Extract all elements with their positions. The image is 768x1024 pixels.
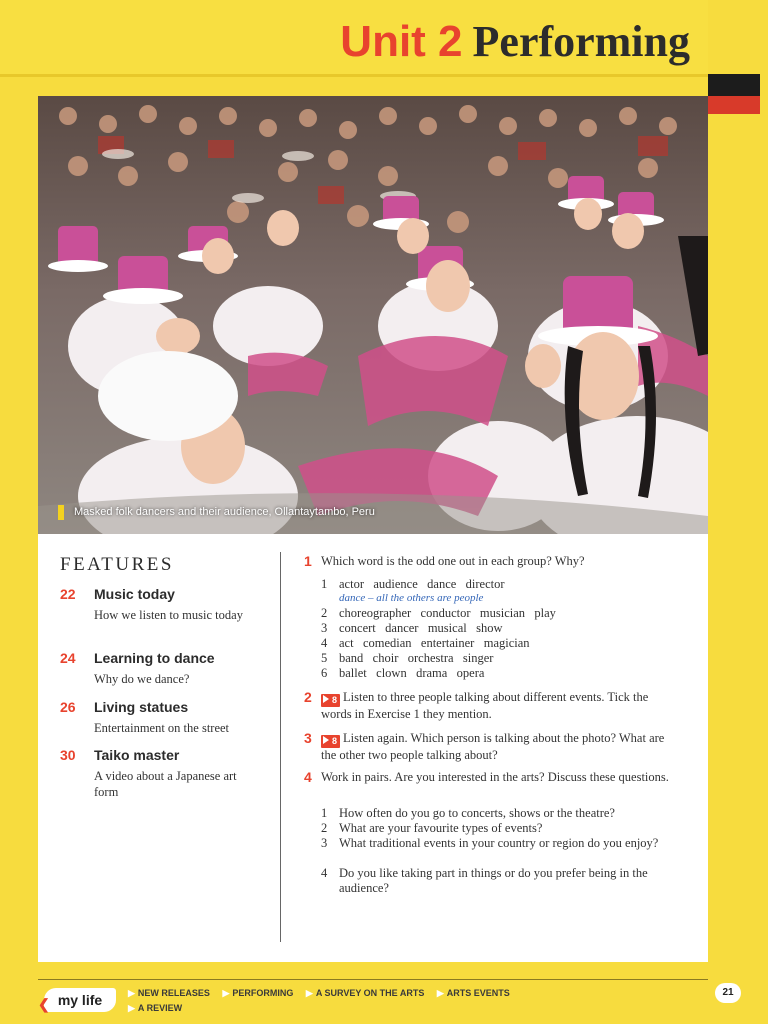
item-text: act comedian entertainer magician (339, 636, 530, 650)
audio-track-button[interactable] (321, 694, 340, 707)
play-icon (323, 736, 329, 744)
item-text: Do you like taking part in things or do you prefer being in the audience? (339, 866, 648, 895)
nav-label: A SURVEY ON THE ARTS (315, 988, 425, 998)
exercise-instruction: Work in pairs. Are you interested in the arts? Discuss these questions. (321, 770, 669, 784)
feature-description: Why do we dance? (94, 672, 190, 686)
item-number: 5 (321, 651, 328, 665)
play-icon (323, 695, 329, 703)
arrow-right-icon: ▶ (222, 988, 230, 998)
content-panel (38, 534, 708, 962)
column-divider (280, 552, 281, 942)
feature-taiko-master[interactable] (60, 747, 280, 797)
exercise-instruction (321, 731, 681, 763)
photo-caption: Masked folk dancers and their audience, Ollantaytambo, Peru (58, 505, 375, 520)
feature-title: Music today (94, 586, 175, 602)
track-number: 8 (332, 736, 338, 746)
item-text: actor audience dance director (339, 577, 505, 591)
item-text: How often do you go to concerts, shows or the theatre? (339, 806, 615, 820)
feature-description: How we listen to music today (94, 608, 243, 622)
item-number: 1 (321, 577, 328, 591)
feature-title: Living statues (94, 699, 189, 715)
audio-track-button[interactable] (321, 735, 340, 748)
nav-label: A REVIEW (137, 1003, 183, 1013)
item-text: concert dancer musical show (339, 621, 503, 635)
feature-page-number: 30 (60, 747, 76, 763)
arrow-right-icon: ▶ (128, 988, 135, 998)
arrow-right-icon: ▶ (436, 988, 444, 998)
page-number: 21 (715, 983, 741, 1003)
exercise-number: 1 (304, 553, 312, 569)
item-text: choreographer conductor musician play (339, 606, 556, 620)
footer-nav-performing[interactable] (222, 988, 293, 998)
exercise-instruction (321, 690, 681, 722)
corner-tab-red (708, 96, 760, 114)
my-life-logo (38, 988, 116, 1012)
item-number: 2 (321, 821, 328, 835)
feature-title: Taiko master (94, 747, 180, 763)
features-heading: FEATURES (60, 554, 174, 575)
feature-page-number: 26 (60, 699, 76, 715)
feature-music-today[interactable] (60, 586, 280, 636)
instruction-text: Listen to three people talking about different events. Tick the words in Exercise 1 they mention. (321, 690, 649, 721)
footer-nav-review[interactable] (128, 1003, 182, 1013)
header-rule (0, 74, 708, 77)
example-answer: dance – all the others are people (339, 592, 484, 604)
track-number: 8 (332, 695, 338, 705)
item-number: 4 (321, 866, 328, 880)
exercise-number: 2 (304, 689, 312, 705)
item-number: 4 (321, 636, 328, 650)
feature-page-number: 24 (60, 650, 76, 666)
footer-nav-row-2 (128, 1003, 192, 1014)
item-number: 2 (321, 606, 328, 620)
cover-photo (38, 96, 708, 534)
feature-page-number: 22 (60, 586, 76, 602)
item-text: What traditional events in your country or region do you enjoy? (339, 836, 659, 850)
dancers-photo-illustration (38, 96, 708, 534)
footer-nav-arts-events[interactable] (437, 988, 510, 998)
footer-nav-row-1 (128, 988, 520, 999)
footer-nav-new-releases[interactable] (128, 988, 210, 998)
item-text: band choir orchestra singer (339, 651, 494, 665)
nav-label: PERFORMING (232, 988, 294, 998)
swoosh-icon: ❮ (38, 996, 50, 1012)
feature-living-statues[interactable] (60, 699, 280, 739)
item-number: 6 (321, 666, 328, 680)
arrow-right-icon: ▶ (128, 1003, 135, 1013)
item-text: What are your favourite types of events? (339, 821, 543, 835)
item-number: 3 (321, 836, 328, 850)
footer-rule (38, 979, 708, 980)
corner-tab-black (708, 74, 760, 96)
nav-label: ARTS EVENTS (446, 988, 510, 998)
feature-description: Entertainment on the street (94, 721, 230, 735)
item-text: ballet clown drama opera (339, 666, 485, 680)
item-number: 3 (321, 621, 328, 635)
brand-text: my life (57, 992, 103, 1008)
instruction-text: Listen again. Which person is talking about the photo? What are the other two people talking about? (321, 731, 665, 762)
item-number: 1 (321, 806, 328, 820)
page-title (340, 14, 690, 70)
exercise-number: 3 (304, 730, 312, 746)
feature-title: Learning to dance (94, 650, 215, 666)
nav-label: NEW RELEASES (137, 988, 210, 998)
exercise-instruction: Which word is the odd one out in each group? Why? (321, 554, 585, 568)
arrow-right-icon: ▶ (305, 988, 313, 998)
feature-description: A video about a Japanese art form (94, 769, 237, 799)
unit-title: Performing (472, 17, 690, 66)
exercise-number: 4 (304, 769, 312, 785)
unit-label: Unit 2 (340, 17, 463, 66)
feature-learning-to-dance[interactable] (60, 650, 280, 690)
footer-nav-survey[interactable] (306, 988, 424, 998)
